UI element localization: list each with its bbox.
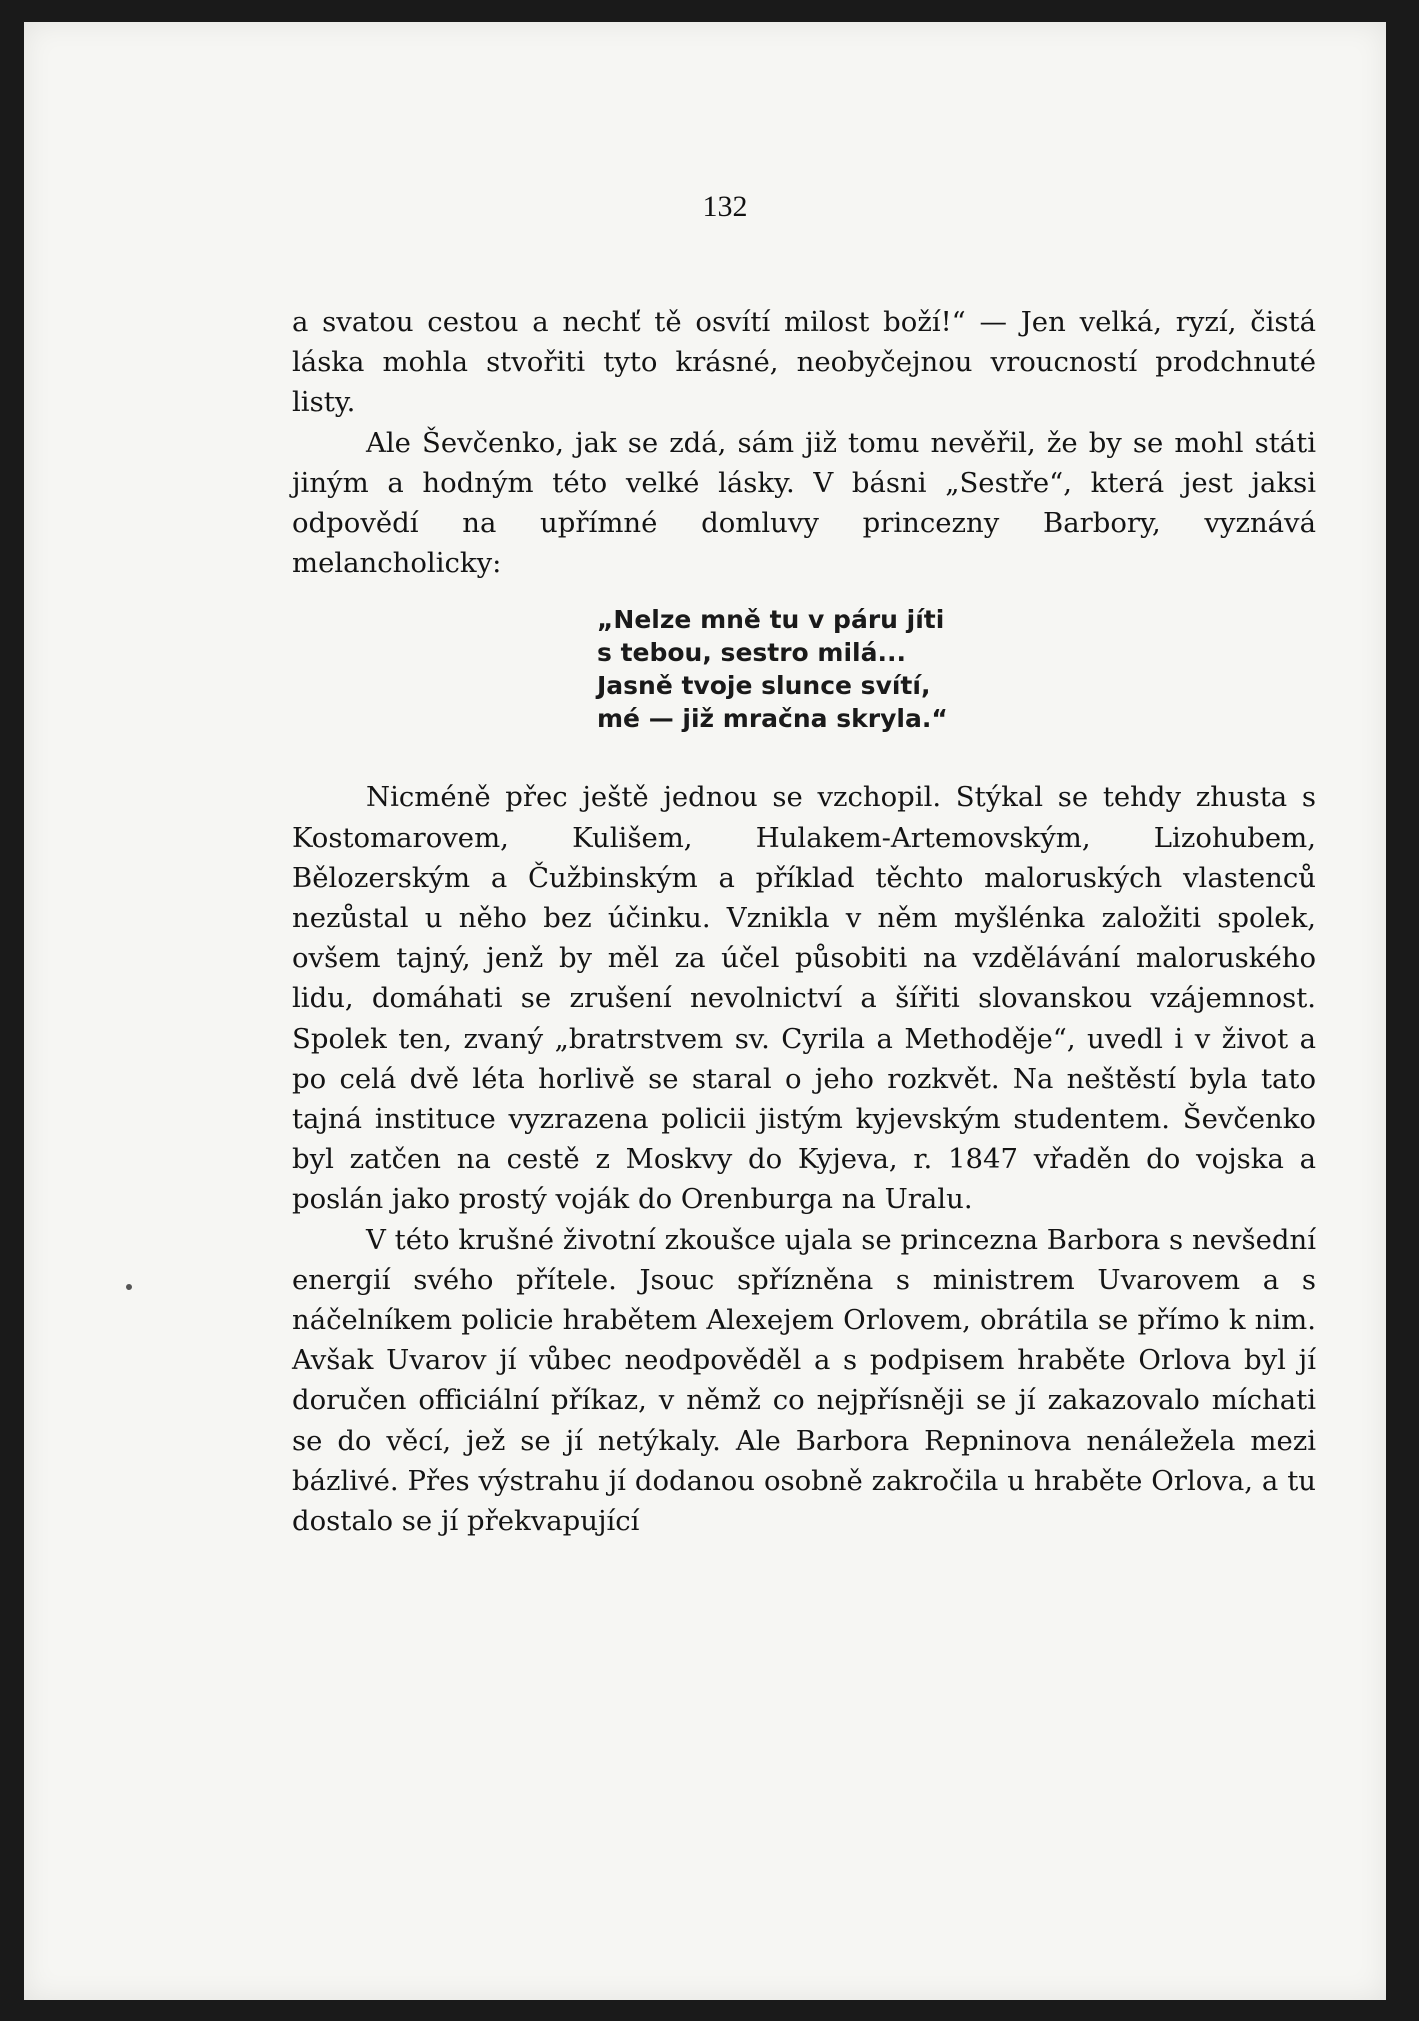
paragraph-1: a svatou cestou a nechť tě osvítí milost boží!“ — Jen velká, ryzí, čistá láska mohla stvořiti tyto krásné, neobyčejnou vroucností prodchnuté listy. bbox=[292, 306, 1316, 419]
poem-quote bbox=[597, 603, 1316, 735]
book-page bbox=[24, 22, 1386, 2000]
page-number: 132 bbox=[702, 190, 748, 223]
poem-line: Jasně tvoje slunce svítí, bbox=[597, 671, 931, 701]
poem-line: s tebou, sestro milá... bbox=[597, 638, 906, 668]
paragraph-2: Ale Ševčenko, jak se zdá, sám již tomu nevěřil, že by se mohl státi jiným a hodným této velké lásky. V básni „Sestře“, která jest jaksi odpovědí na upřímné domluvy princezny Barbory, vyznává melancholicky: bbox=[292, 426, 1316, 580]
poem-line: mé — již mračna skryla.“ bbox=[597, 704, 948, 734]
paragraph-4: V této krušné životní zkoušce ujala se princezna Barbora s nevšední energií svého přítele. Jsouc spřízněna s ministrem Uvarovem a s náčelníkem policie hrabětem Alexejem Orlovem, obrátila se přímo k nim. Avšak Uvarov jí vůbec neodpověděl a s podpisem hraběte Orlova byl jí doručen officiální příkaz, v němž co nejpřísněji se jí zakazovalo míchati se do věcí, jež se jí netýkaly. Ale Barbora Repninova nenáležela mezi bázlivé. Přes výstrahu jí dodanou osobně zakročila u hraběte Orlova, a tu dostalo se jí překvapující bbox=[292, 1223, 1316, 1538]
paper-speck bbox=[126, 1284, 132, 1290]
poem-line: „Nelze mně tu v páru jíti bbox=[597, 605, 945, 635]
body-text bbox=[292, 302, 1316, 1541]
paragraph-3: Nicméně přec ještě jednou se vzchopil. Stýkal se tehdy zhusta s Kostomarovem, Kulišem, Hulakem-Artemovským, Lizohubem, Bělozerským a Čužbinským a příklad těchto maloruských vlastenců nezůstal u něho bez účinku. Vznikla v něm myšlénka založiti spolek, ovšem tajný, jenž by měl za účel působiti na vzdělávání maloruského lidu, domáhati se zrušení nevolnictví a šířiti slovanskou vzájemnost. Spolek ten, zvaný „bratrstvem sv. Cyrila a Methoděje“, uvedl i v život a po celá dvě léta horlivě se staral o jeho rozkvět. Na neštěstí byla tato tajná instituce vyzrazena policii jistým kyjevským studentem. Ševčenko byl zatčen na cestě z Moskvy do Kyjeva, r. 1847 vřaděn do vojska a poslán jako prostý voják do Orenburga na Uralu. bbox=[292, 781, 1316, 1216]
